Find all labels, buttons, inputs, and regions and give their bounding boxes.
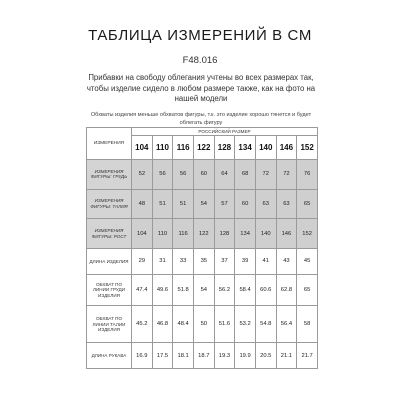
row-label: ОБХВАТ ПО ЛИНИИ ТАЛИИ ИЗДЕЛИЯ bbox=[87, 306, 132, 343]
table-cell: 64 bbox=[214, 160, 235, 190]
row-label: ИЗМЕРЕНИЯ ФИГУРЫ: ТАЛИЯ bbox=[87, 189, 132, 219]
table-row-body-chest bbox=[87, 160, 318, 190]
table-cell: 104 bbox=[132, 219, 153, 249]
table-cell: 54.8 bbox=[255, 306, 276, 343]
table-cell: 72 bbox=[276, 160, 297, 190]
row-label: ИЗМЕРЕНИЯ ФИГУРЫ: ГРУДЬ bbox=[87, 160, 132, 190]
table-cell: 146 bbox=[276, 219, 297, 249]
table-cell: 76 bbox=[297, 160, 318, 190]
table-cell: 19.9 bbox=[235, 343, 256, 369]
table-cell: 128 bbox=[214, 219, 235, 249]
table-cell: 31 bbox=[152, 249, 173, 275]
size-system-header: РОССИЙСКИЙ РАЗМЕР bbox=[132, 128, 318, 136]
row-label: ОБХВАТ ПО ЛИНИИ ГРУДИ ИЗДЕЛИЯ bbox=[87, 274, 132, 306]
size-header: 104 bbox=[132, 136, 153, 160]
table-cell: 45.2 bbox=[132, 306, 153, 343]
table-cell: 58.4 bbox=[235, 274, 256, 306]
size-header: 110 bbox=[152, 136, 173, 160]
table-cell: 56.4 bbox=[276, 306, 297, 343]
fit-note-text: Обхваты изделия меньше обхватов фигуры, т.к. это изделие хорошо тянется и будет облегать фигуру bbox=[90, 112, 312, 126]
table-cell: 122 bbox=[193, 219, 214, 249]
table-cell: 47.4 bbox=[132, 274, 153, 306]
table-row-body-waist bbox=[87, 189, 318, 219]
table-cell: 53.2 bbox=[235, 306, 256, 343]
size-header: 134 bbox=[235, 136, 256, 160]
table-cell: 62.8 bbox=[276, 274, 297, 306]
page-title: ТАБЛИЦА ИЗМЕРЕНИЙ В СМ bbox=[88, 27, 312, 44]
table-cell: 110 bbox=[152, 219, 173, 249]
table-row-sleeve-length bbox=[87, 343, 318, 369]
size-header: 122 bbox=[193, 136, 214, 160]
table-cell: 39 bbox=[235, 249, 256, 275]
table-cell: 43 bbox=[276, 249, 297, 275]
table-cell: 29 bbox=[132, 249, 153, 275]
table-cell: 16.9 bbox=[132, 343, 153, 369]
table-cell: 19.3 bbox=[214, 343, 235, 369]
size-header: 146 bbox=[276, 136, 297, 160]
table-cell: 51.6 bbox=[214, 306, 235, 343]
table-cell: 37 bbox=[214, 249, 235, 275]
measurements-header: ИЗМЕРЕНИЯ bbox=[87, 128, 132, 160]
table-row-body-height bbox=[87, 219, 318, 249]
table-row-garment-chest bbox=[87, 274, 318, 306]
table-cell: 60 bbox=[235, 189, 256, 219]
table-cell: 49.6 bbox=[152, 274, 173, 306]
table-cell: 45 bbox=[297, 249, 318, 275]
row-label: ДЛИНА РУКАВА bbox=[87, 343, 132, 369]
table-cell: 56 bbox=[152, 160, 173, 190]
table-cell: 54 bbox=[193, 189, 214, 219]
size-header: 140 bbox=[255, 136, 276, 160]
table-row-garment-length bbox=[87, 249, 318, 275]
table-cell: 50 bbox=[193, 306, 214, 343]
table-cell: 51 bbox=[152, 189, 173, 219]
table-cell: 140 bbox=[255, 219, 276, 249]
table-cell: 17.5 bbox=[152, 343, 173, 369]
table-cell: 54 bbox=[193, 274, 214, 306]
table-cell: 51 bbox=[173, 189, 194, 219]
table-cell: 41 bbox=[255, 249, 276, 275]
size-table bbox=[86, 127, 318, 369]
table-cell: 51.8 bbox=[173, 274, 194, 306]
table-cell: 63 bbox=[255, 189, 276, 219]
table-cell: 63 bbox=[276, 189, 297, 219]
size-header: 152 bbox=[297, 136, 318, 160]
fit-intro-text: Прибавки на свободу облегания учтены во всех размерах так, чтобы изделие сидело в любом размере также, как на фото на нашей модели bbox=[86, 73, 316, 103]
size-header: 116 bbox=[173, 136, 194, 160]
table-cell: 56.2 bbox=[214, 274, 235, 306]
table-cell: 152 bbox=[297, 219, 318, 249]
table-cell: 48.4 bbox=[173, 306, 194, 343]
table-cell: 116 bbox=[173, 219, 194, 249]
table-cell: 57 bbox=[214, 189, 235, 219]
table-cell: 52 bbox=[132, 160, 153, 190]
article-code: F48.016 bbox=[182, 55, 218, 66]
table-cell: 21.1 bbox=[276, 343, 297, 369]
table-cell: 58 bbox=[297, 306, 318, 343]
table-cell: 56 bbox=[173, 160, 194, 190]
table-cell: 65 bbox=[297, 274, 318, 306]
table-cell: 65 bbox=[297, 189, 318, 219]
table-cell: 68 bbox=[235, 160, 256, 190]
table-cell: 46.8 bbox=[152, 306, 173, 343]
table-cell: 20.5 bbox=[255, 343, 276, 369]
table-cell: 72 bbox=[255, 160, 276, 190]
table-row-garment-waist bbox=[87, 306, 318, 343]
table-cell: 60.6 bbox=[255, 274, 276, 306]
table-cell: 33 bbox=[173, 249, 194, 275]
row-label: ДЛИНА ИЗДЕЛИЯ bbox=[87, 249, 132, 275]
table-cell: 35 bbox=[193, 249, 214, 275]
table-cell: 18.7 bbox=[193, 343, 214, 369]
table-cell: 60 bbox=[193, 160, 214, 190]
size-header: 128 bbox=[214, 136, 235, 160]
table-cell: 134 bbox=[235, 219, 256, 249]
table-cell: 48 bbox=[132, 189, 153, 219]
table-cell: 18.1 bbox=[173, 343, 194, 369]
table-cell: 21.7 bbox=[297, 343, 318, 369]
row-label: ИЗМЕРЕНИЯ ФИГУРЫ: РОСТ bbox=[87, 219, 132, 249]
